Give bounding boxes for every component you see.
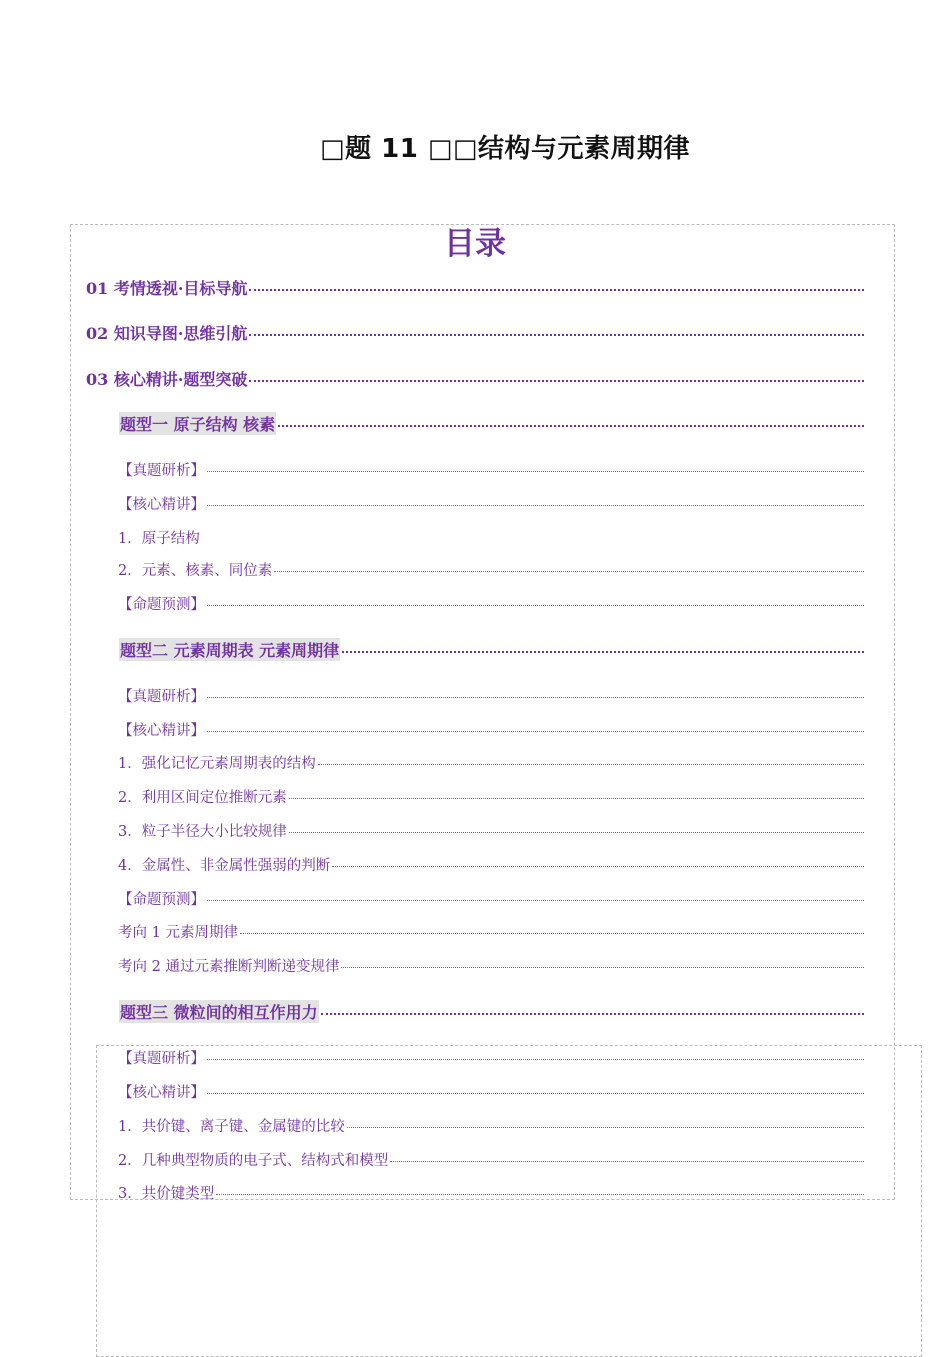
toc-entry-label: 题型三 微粒间的相互作用力 [119,1000,319,1023]
dot-leader [289,832,864,833]
dot-leader [207,505,864,506]
kaoxiang-text: 2 通过元素推断判断递变规律 [147,959,340,975]
dot-leader [216,1194,864,1195]
dot-leader [321,1013,864,1015]
dot-leader [207,1093,864,1094]
toc-entry-type2-yuce[interactable] [118,888,864,909]
kaoxiang-prefix: 考向 [118,925,147,941]
toc-entry-type3-item3[interactable] [118,1182,864,1203]
toc-entry-type2-zhenti[interactable] [118,685,864,706]
toc-entry-type1-item1[interactable] [118,527,864,548]
dot-leader [207,731,864,732]
toc-entry-type1-item2[interactable] [118,559,864,580]
toc-entry-label: 01 考情透视·目标导航 [86,279,248,298]
toc-entry-type1-hexin[interactable] [118,493,864,514]
toc-entry-label: 1．强化记忆元素周期表的结构 [118,756,316,772]
dot-leader [249,380,864,382]
toc-entry-type1-yuce[interactable] [118,593,864,614]
toc-entry-type2-item2[interactable] [118,786,864,807]
dot-leader [207,697,864,698]
toc-entry-label: 【真题研析】 [118,463,205,479]
toc-entry-label: 【命题预测】 [118,892,205,908]
toc-entry-label: 2．利用区间定位推断元素 [118,790,287,806]
toc-entry-type3[interactable] [119,1000,864,1023]
toc-entry-label [118,921,238,942]
toc-entry-type3-hexin[interactable] [118,1081,864,1102]
kaoxiang-text: 1 元素周期律 [147,925,238,941]
dot-leader [342,651,864,653]
dot-leader [332,866,864,867]
document-title: □题 11 □□结构与元素周期律 [320,134,690,164]
toc-entry-type3-item1[interactable] [118,1115,864,1136]
toc-entry-label: 【命题预测】 [118,597,205,613]
toc-entry-type2-kaoxiang2[interactable] [118,955,864,976]
toc-entry-label: 题型二 元素周期表 元素周期律 [119,638,340,661]
dot-leader [240,933,864,934]
dot-leader [289,798,864,799]
toc-heading: 目录 [444,226,506,262]
toc-entry-type1[interactable] [119,412,864,435]
toc-entry-type2-item1[interactable] [118,752,864,773]
toc-entry-label: 02 知识导图·思维引航 [86,324,248,343]
toc-entry-label: 03 核心精讲·题型突破 [86,370,248,389]
dot-leader [249,334,864,336]
toc-entry-label: 3．粒子半径大小比较规律 [118,824,287,840]
toc-entry-label [118,955,339,976]
toc-entry-type3-zhenti[interactable] [118,1047,864,1068]
toc-entry-label: 1．原子结构 [118,531,200,547]
toc-entry-label: 【核心精讲】 [118,1085,205,1101]
dot-leader [207,900,864,901]
toc-entry-type2-hexin[interactable] [118,719,864,740]
dot-leader [347,1127,864,1128]
dot-leader [207,605,864,606]
toc-entry-type3-item2[interactable] [118,1149,864,1170]
dot-leader [207,471,864,472]
toc-entry-type2-kaoxiang1[interactable] [118,921,864,942]
toc-entry-label: 2．几种典型物质的电子式、结构式和模型 [118,1153,389,1169]
toc-entry-section-02[interactable] [86,321,864,344]
toc-entry-label: 【核心精讲】 [118,497,205,513]
toc-entry-section-03[interactable] [86,367,864,390]
toc-entry-type1-zhenti[interactable] [118,459,864,480]
dot-leader [274,571,864,572]
dot-leader [249,289,864,291]
toc-entry-label: 【核心精讲】 [118,723,205,739]
toc-entry-label: 4．金属性、非金属性强弱的判断 [118,858,331,874]
toc-entry-label: 1．共价键、离子键、金属键的比较 [118,1119,345,1135]
toc-entry-type2-item4[interactable] [118,854,864,875]
dot-leader [207,1059,864,1060]
toc-entry-label: 3．共价键类型 [118,1186,215,1202]
toc-entry-label: 题型一 原子结构 核素 [119,412,276,435]
kaoxiang-prefix: 考向 [118,959,147,975]
toc-entry-type2[interactable] [119,638,864,661]
dot-leader [318,764,864,765]
dot-leader [390,1161,864,1162]
toc-entry-label: 2．元素、核素、同位素 [118,563,273,579]
dot-leader [278,425,864,427]
toc-entry-type2-item3[interactable] [118,820,864,841]
toc-entry-label: 【真题研析】 [118,1051,205,1067]
toc-entry-section-01[interactable] [86,276,864,299]
toc-entry-label: 【真题研析】 [118,689,205,705]
dot-leader [341,967,864,968]
